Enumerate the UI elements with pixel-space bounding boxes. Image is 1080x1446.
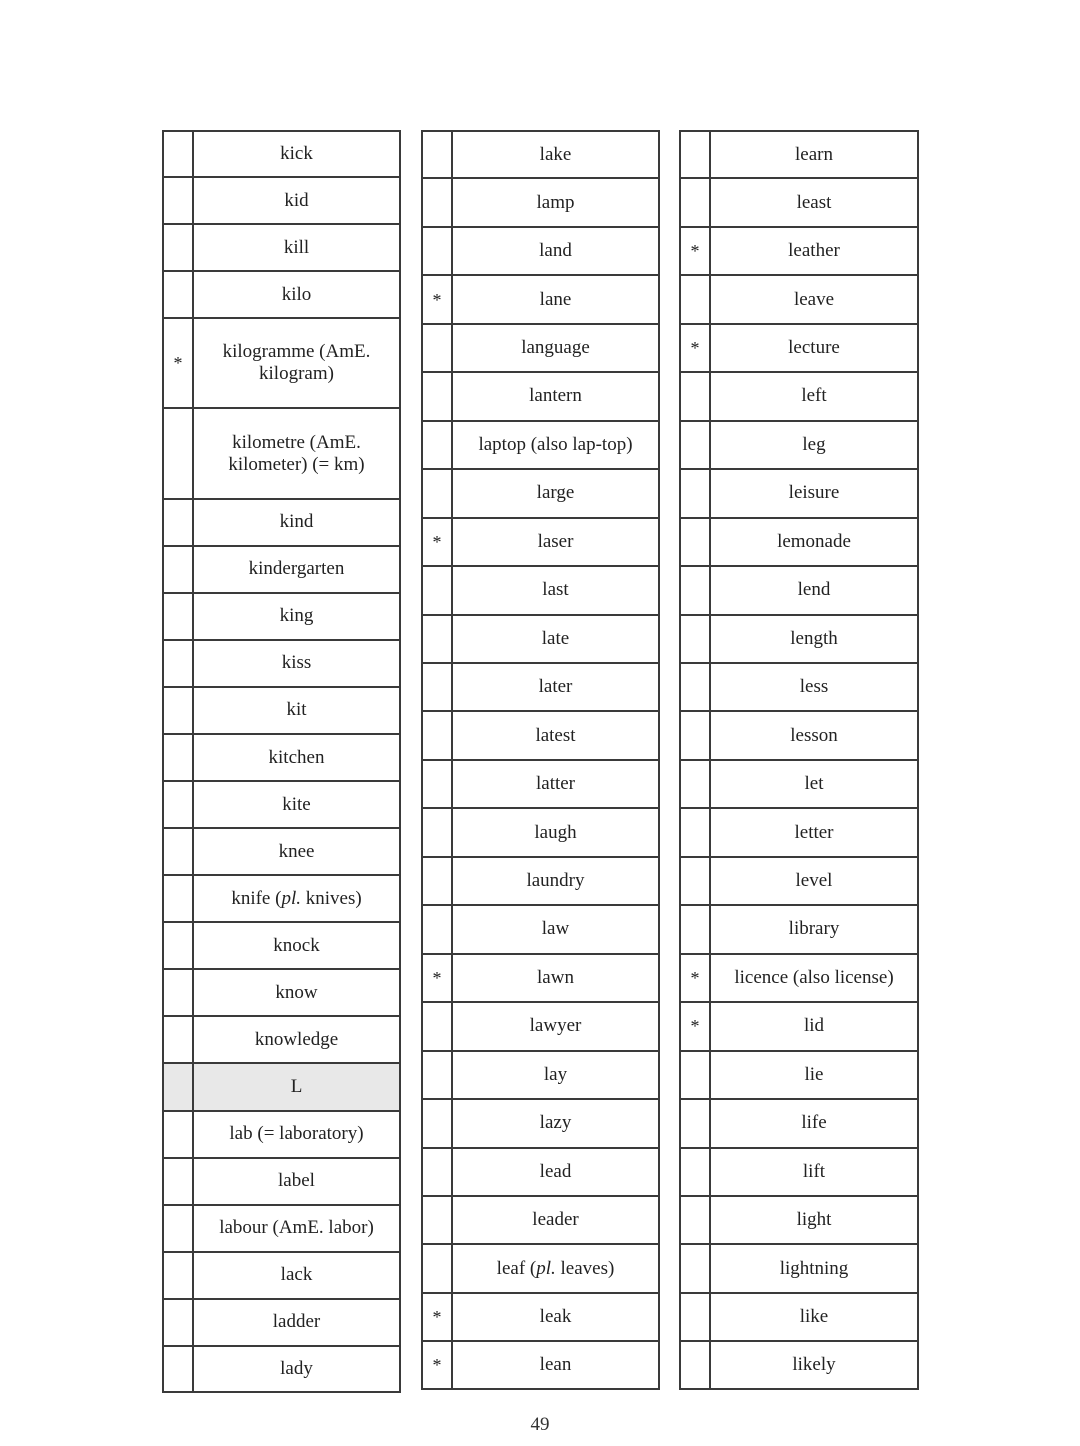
word-row: [423, 132, 658, 178]
asterisk-mark: [681, 905, 710, 953]
asterisk-mark: [681, 1293, 710, 1341]
asterisk-mark: [681, 421, 710, 469]
word-entry: leather: [710, 227, 917, 275]
asterisk-mark: [681, 1148, 710, 1196]
word-entry: [193, 875, 399, 922]
word-row: [423, 372, 658, 420]
word-entry: later: [452, 663, 658, 711]
word-entry: knowledge: [193, 1016, 399, 1063]
word-entry: king: [193, 593, 399, 640]
word-row: [164, 687, 399, 734]
word-row: [164, 922, 399, 969]
section-header-row: [164, 1063, 399, 1110]
word-row: [164, 1252, 399, 1299]
word-row: [681, 857, 917, 905]
asterisk-mark: [681, 615, 710, 663]
word-row: [423, 1148, 658, 1196]
asterisk-mark: [423, 227, 452, 275]
word-entry: lane: [452, 275, 658, 323]
asterisk-mark: [423, 132, 452, 178]
asterisk-mark: [423, 324, 452, 372]
word-entry: lake: [452, 132, 658, 178]
word-entry: lift: [710, 1148, 917, 1196]
asterisk-mark: [681, 1099, 710, 1147]
word-row: [681, 808, 917, 856]
word-entry: life: [710, 1099, 917, 1147]
asterisk-mark: [681, 132, 710, 178]
asterisk-mark: [681, 760, 710, 808]
asterisk-mark: [423, 1099, 452, 1147]
asterisk-mark: [681, 1196, 710, 1244]
word-entry: lay: [452, 1051, 658, 1099]
asterisk-mark: [681, 178, 710, 226]
asterisk-mark: [681, 857, 710, 905]
word-entry: laugh: [452, 808, 658, 856]
word-entry: last: [452, 566, 658, 614]
asterisk-mark: [423, 857, 452, 905]
word-plural-form: leaves): [555, 1257, 615, 1279]
word-entry: kid: [193, 177, 399, 224]
asterisk-mark: [423, 372, 452, 420]
word-row: [423, 1244, 658, 1292]
word-row: [681, 275, 917, 323]
asterisk-mark: [681, 1341, 710, 1388]
word-entry: likely: [792, 1354, 836, 1376]
word-row: [164, 408, 399, 498]
word-row: [164, 271, 399, 318]
asterisk-mark: [423, 760, 452, 808]
asterisk-mark: [423, 421, 452, 469]
word-entry: language: [452, 324, 658, 372]
asterisk-mark: *: [423, 1293, 452, 1341]
asterisk-mark: [681, 808, 710, 856]
asterisk-mark: [164, 132, 193, 177]
asterisk-mark: [423, 1002, 452, 1050]
word-row: [423, 954, 658, 1002]
word-row: [164, 1111, 399, 1158]
asterisk-mark: [423, 808, 452, 856]
asterisk-mark: [164, 593, 193, 640]
word-entry: learn: [710, 132, 917, 178]
word-row: [681, 469, 917, 517]
word-row: [164, 828, 399, 875]
word-row: [423, 275, 658, 323]
word-entry: [452, 1244, 658, 1292]
word-row: [423, 566, 658, 614]
asterisk-mark: [423, 1244, 452, 1292]
asterisk-mark: [681, 1051, 710, 1099]
asterisk-mark: [681, 275, 710, 323]
word-entry: lend: [710, 566, 917, 614]
asterisk-mark: [423, 469, 452, 517]
word-row: [681, 1051, 917, 1099]
asterisk-mark: [164, 1016, 193, 1063]
word-entry: let: [710, 760, 917, 808]
word-entry: kilometre (AmE. kilometer) (= km): [193, 408, 399, 498]
word-row: [681, 1244, 917, 1292]
word-entry: latter: [452, 760, 658, 808]
word-entry: lecture: [710, 324, 917, 372]
word-row: [423, 1099, 658, 1147]
word-entry: lead: [452, 1148, 658, 1196]
word-row: [164, 640, 399, 687]
word-entry: lawyer: [452, 1002, 658, 1050]
word-entry: kill: [193, 224, 399, 271]
asterisk-mark: [164, 1205, 193, 1252]
word-entry: lesson: [710, 711, 917, 759]
asterisk-mark: [164, 271, 193, 318]
word-row: [164, 499, 399, 546]
asterisk-mark: [423, 711, 452, 759]
word-entry: knock: [193, 922, 399, 969]
word-entry: like: [710, 1293, 917, 1341]
asterisk-mark: [681, 663, 710, 711]
asterisk-mark: [164, 499, 193, 546]
word-entry: lemonade: [710, 518, 917, 566]
asterisk-mark: *: [681, 1002, 710, 1050]
word-entry: leak: [452, 1293, 658, 1341]
word-row: [681, 1099, 917, 1147]
word-row: [681, 518, 917, 566]
word-row: [423, 1051, 658, 1099]
asterisk-mark: [423, 178, 452, 226]
word-entry: kiss: [193, 640, 399, 687]
asterisk-mark: [681, 1244, 710, 1292]
word-row: [681, 132, 917, 178]
word-entry: lie: [710, 1051, 917, 1099]
word-entry: lid: [710, 1002, 917, 1050]
word-entry: latest: [452, 711, 658, 759]
section-letter: L: [193, 1063, 399, 1110]
word-entry: lack: [193, 1252, 399, 1299]
word-row: [681, 711, 917, 759]
asterisk-mark: [164, 640, 193, 687]
word-entry: laser: [452, 518, 658, 566]
word-entry: leader: [452, 1196, 658, 1244]
asterisk-mark: [164, 1346, 193, 1391]
word-entry: laundry: [452, 857, 658, 905]
word-plural-form: knives): [300, 887, 362, 909]
word-entry: leisure: [710, 469, 917, 517]
word-row: [164, 1016, 399, 1063]
word-row: [423, 324, 658, 372]
word-row: [164, 224, 399, 271]
word-row: [681, 566, 917, 614]
word-entry: kite: [193, 781, 399, 828]
asterisk-mark: [164, 546, 193, 593]
word-row: [164, 546, 399, 593]
word-entry: lamp: [452, 178, 658, 226]
word-row: [681, 760, 917, 808]
word-row: [423, 469, 658, 517]
word-row: [164, 318, 399, 408]
asterisk-mark: [164, 1063, 193, 1110]
asterisk-mark: [423, 1148, 452, 1196]
word-row: [423, 1341, 658, 1388]
word-row: [423, 760, 658, 808]
word-entry: kindergarten: [193, 546, 399, 593]
asterisk-mark: [681, 566, 710, 614]
word-text: leaf (: [496, 1257, 537, 1279]
word-row: [681, 1002, 917, 1050]
word-text: knife (: [231, 887, 282, 909]
word-row: [164, 177, 399, 224]
word-row: [423, 421, 658, 469]
word-row: [423, 1002, 658, 1050]
word-row: [423, 1196, 658, 1244]
word-row: [164, 1299, 399, 1346]
asterisk-mark: *: [681, 227, 710, 275]
word-entry: kilo: [193, 271, 399, 318]
word-entry: least: [710, 178, 917, 226]
word-row: [164, 593, 399, 640]
word-entry: lawn: [452, 954, 658, 1002]
word-row: [681, 1196, 917, 1244]
asterisk-mark: *: [164, 318, 193, 408]
word-entry: ladder: [193, 1299, 399, 1346]
asterisk-mark: *: [423, 275, 452, 323]
word-row: [164, 734, 399, 781]
word-entry: light: [710, 1196, 917, 1244]
asterisk-mark: *: [423, 1341, 452, 1388]
word-row: [164, 1158, 399, 1205]
asterisk-mark: *: [423, 518, 452, 566]
word-row: [681, 372, 917, 420]
asterisk-mark: [164, 224, 193, 271]
asterisk-mark: [681, 372, 710, 420]
word-column-1: [162, 130, 401, 1393]
word-row: [423, 905, 658, 953]
word-entry: large: [452, 469, 658, 517]
word-row: [681, 954, 917, 1002]
word-entry: library: [710, 905, 917, 953]
word-entry: level: [710, 857, 917, 905]
word-entry: kick: [193, 132, 399, 177]
asterisk-mark: [164, 734, 193, 781]
word-entry: kitchen: [193, 734, 399, 781]
word-entry: kind: [193, 499, 399, 546]
word-row: [681, 615, 917, 663]
asterisk-mark: [164, 781, 193, 828]
asterisk-mark: [164, 687, 193, 734]
word-row: [681, 178, 917, 226]
asterisk-mark: *: [681, 324, 710, 372]
word-entry: kilogramme (AmE. kilogram): [193, 318, 399, 408]
word-column-2: [421, 130, 660, 1390]
word-row: [681, 421, 917, 469]
asterisk-mark: [423, 1196, 452, 1244]
word-row: [423, 227, 658, 275]
asterisk-mark: [164, 828, 193, 875]
word-row: [423, 711, 658, 759]
word-row: [423, 663, 658, 711]
word-entry: leave: [710, 275, 917, 323]
word-entry: letter: [710, 808, 917, 856]
word-row: [681, 905, 917, 953]
asterisk-mark: [164, 969, 193, 1016]
word-row: [681, 1293, 917, 1341]
asterisk-mark: [164, 177, 193, 224]
word-row: [681, 1341, 917, 1388]
word-column-3: [679, 130, 919, 1390]
word-row: [681, 663, 917, 711]
word-entry: licence (also license): [710, 954, 917, 1002]
asterisk-mark: [423, 905, 452, 953]
word-row: [423, 178, 658, 226]
word-entry: leg: [710, 421, 917, 469]
asterisk-mark: *: [423, 954, 452, 1002]
word-entry: law: [452, 905, 658, 953]
asterisk-mark: [423, 663, 452, 711]
word-entry: lean: [539, 1354, 572, 1376]
asterisk-mark: [164, 922, 193, 969]
word-entry: lantern: [452, 372, 658, 420]
word-entry: label: [193, 1158, 399, 1205]
asterisk-mark: [164, 875, 193, 922]
word-row: [681, 227, 917, 275]
asterisk-mark: [164, 1299, 193, 1346]
word-entry: left: [710, 372, 917, 420]
asterisk-mark: [164, 1158, 193, 1205]
asterisk-mark: [164, 1252, 193, 1299]
word-row: [164, 132, 399, 177]
word-entry: kit: [193, 687, 399, 734]
word-entry: land: [452, 227, 658, 275]
asterisk-mark: [423, 1051, 452, 1099]
word-entry: lightning: [710, 1244, 917, 1292]
word-entry: knee: [193, 828, 399, 875]
word-entry: know: [193, 969, 399, 1016]
page-number: 49: [530, 1414, 550, 1435]
word-entry: length: [710, 615, 917, 663]
word-row: [423, 808, 658, 856]
asterisk-mark: [681, 469, 710, 517]
word-entry: labour (AmE. labor): [193, 1205, 399, 1252]
asterisk-mark: [423, 615, 452, 663]
word-row: [423, 1293, 658, 1341]
word-entry: late: [452, 615, 658, 663]
word-entry: laptop (also lap-top): [452, 421, 658, 469]
word-entry: less: [710, 663, 917, 711]
plural-abbrev: pl.: [536, 1257, 556, 1279]
asterisk-mark: [681, 518, 710, 566]
word-row: [164, 1346, 399, 1391]
word-row: [164, 781, 399, 828]
asterisk-mark: [164, 1111, 193, 1158]
word-row: [423, 615, 658, 663]
asterisk-mark: [423, 566, 452, 614]
word-row: [681, 1148, 917, 1196]
word-row: [164, 1205, 399, 1252]
asterisk-mark: [164, 408, 193, 498]
word-entry: lady: [280, 1357, 313, 1379]
word-entry: lab (= laboratory): [193, 1111, 399, 1158]
word-row: [681, 324, 917, 372]
word-row: [423, 518, 658, 566]
word-row: [423, 857, 658, 905]
word-row: [164, 875, 399, 922]
plural-abbrev: pl.: [281, 887, 301, 909]
word-entry: lazy: [452, 1099, 658, 1147]
asterisk-mark: *: [681, 954, 710, 1002]
word-row: [164, 969, 399, 1016]
asterisk-mark: [681, 711, 710, 759]
